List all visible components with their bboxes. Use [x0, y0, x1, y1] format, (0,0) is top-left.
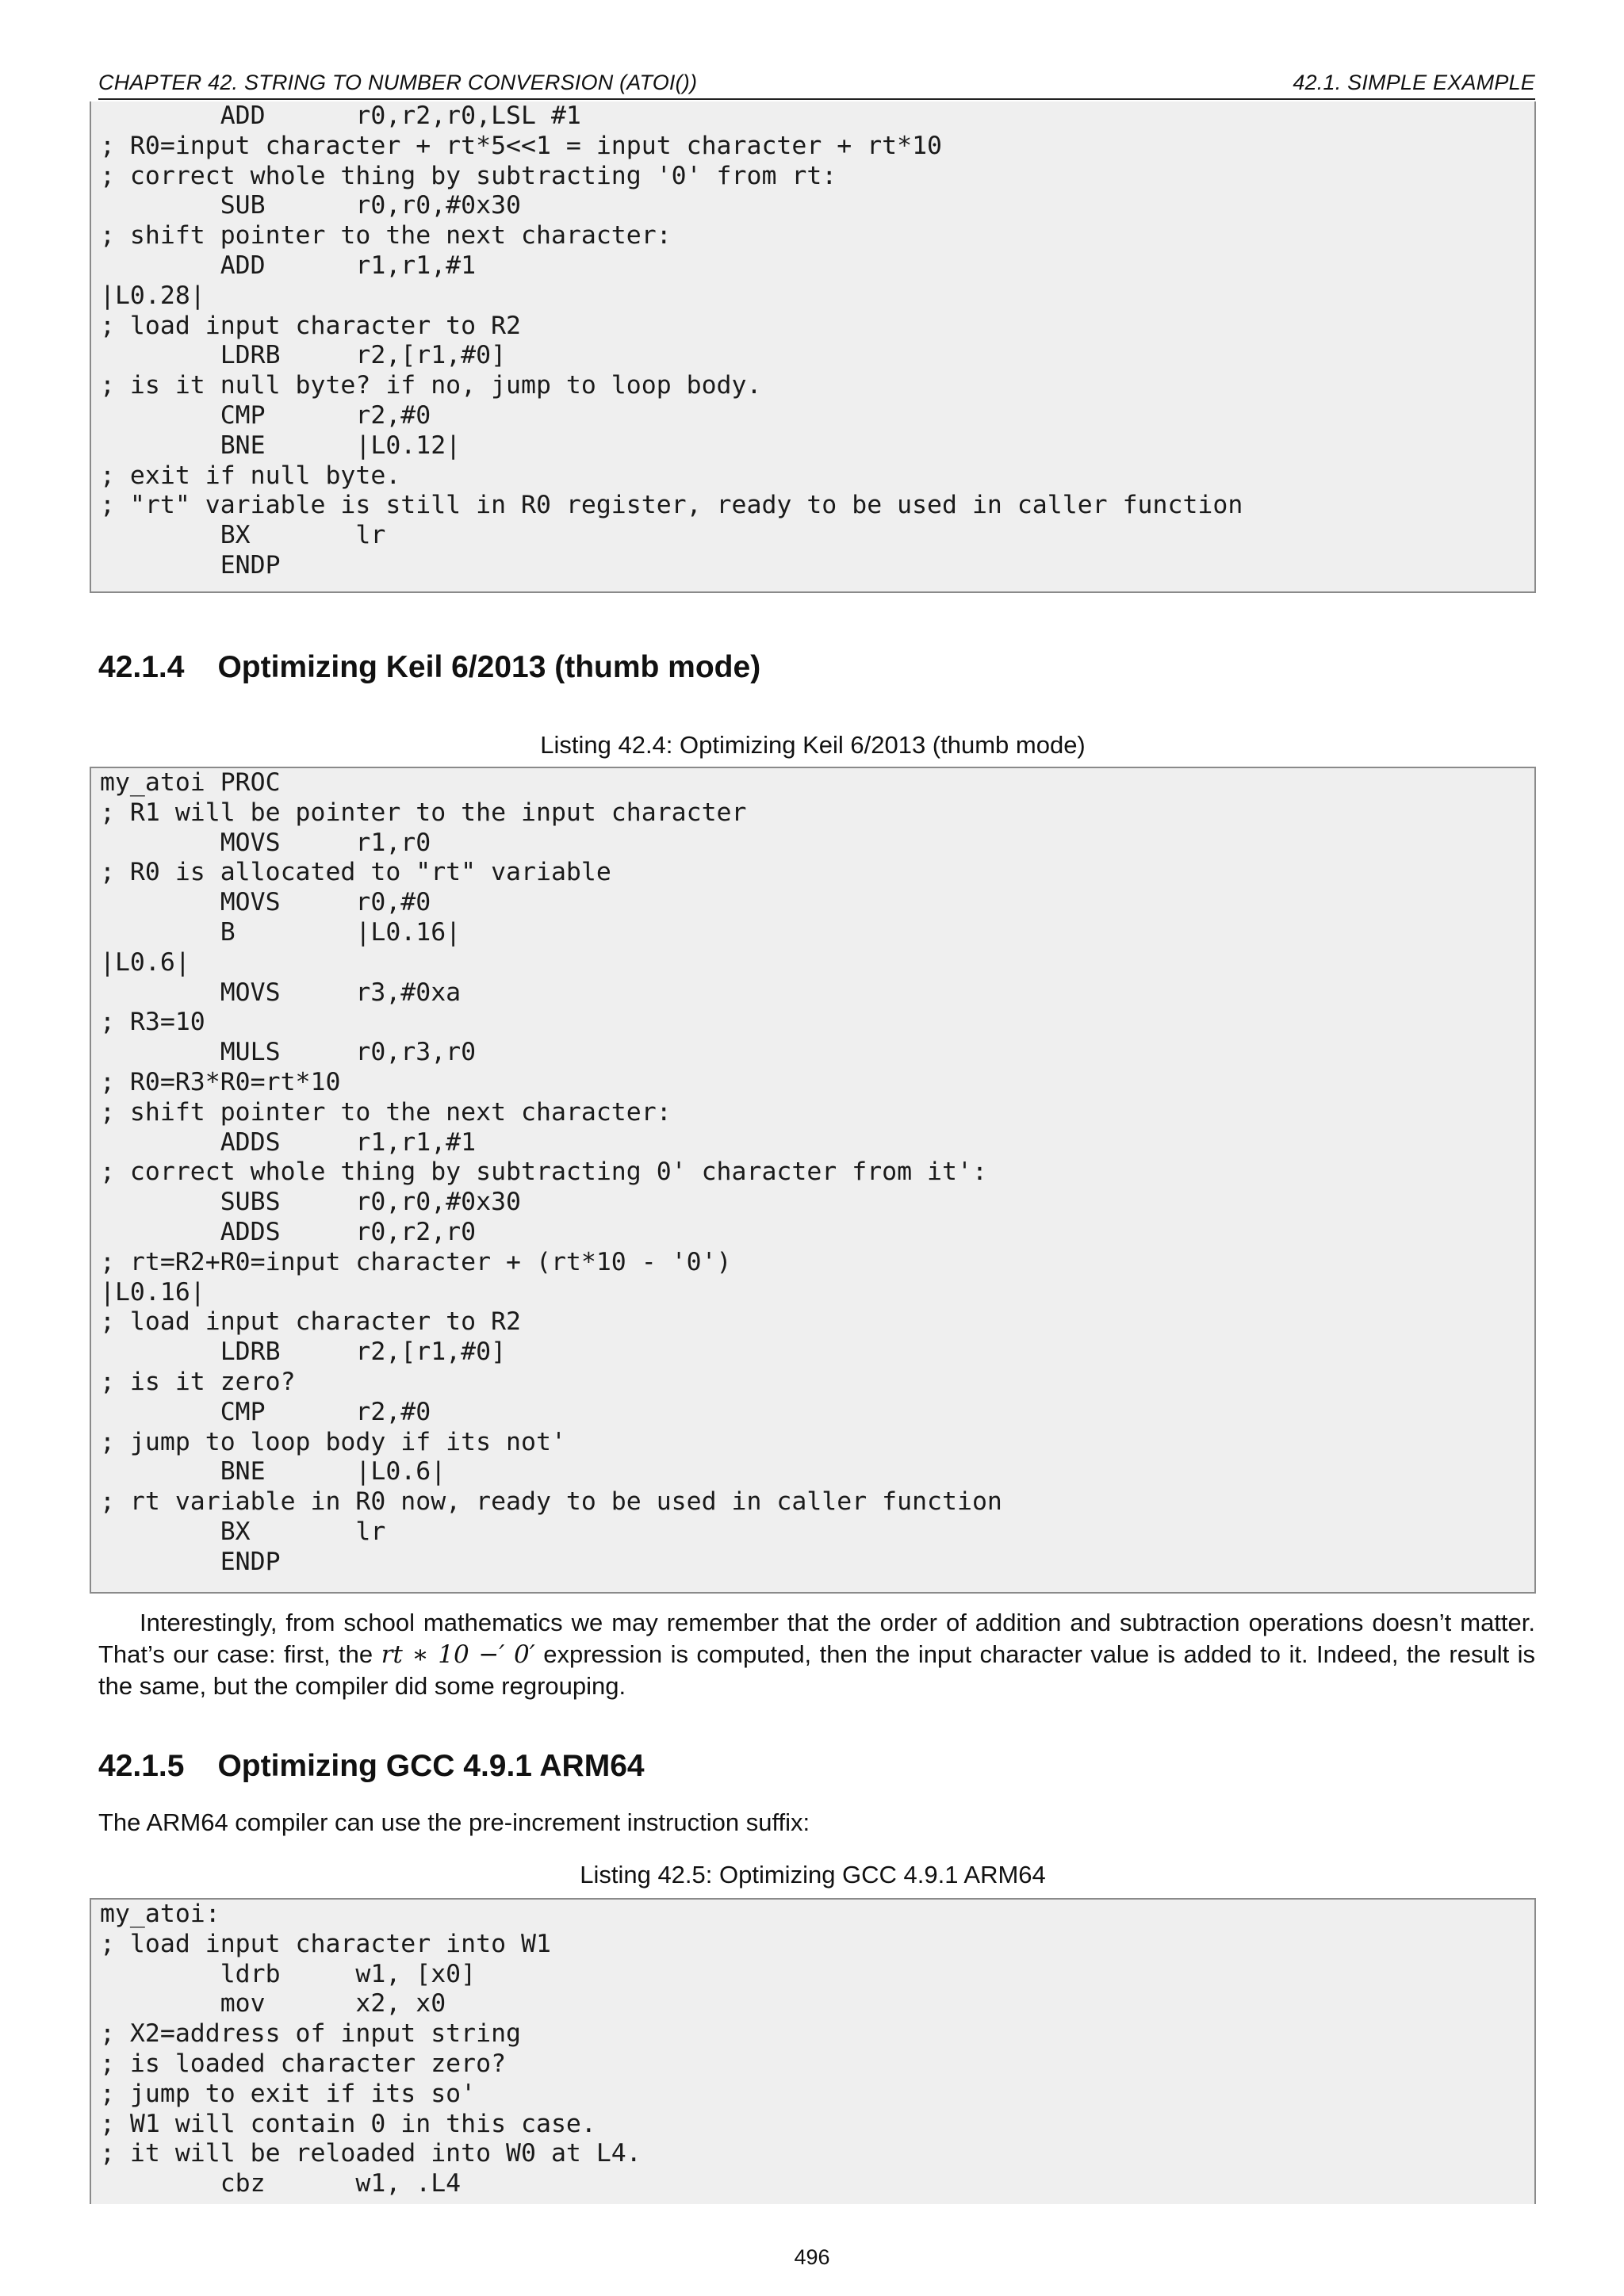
code-line: ; shift pointer to the next character: [100, 1097, 672, 1127]
code-line: ; R3=10 [100, 1008, 205, 1037]
code-line: ; exit if null byte. [100, 461, 401, 490]
paragraph-text: expression is computed, then the input character value is added to it. Indeed, the result is the same, but the compiler did some regrouping. [98, 1640, 1536, 1700]
code-listing-42-5 [90, 1898, 1536, 2204]
section-heading-42-1-4 [98, 650, 760, 685]
code-line: ; W1 will contain 0 in this case. [100, 2109, 596, 2138]
code-line: ; is loaded character zero? [100, 2049, 507, 2078]
page-number: 496 [794, 2245, 830, 2269]
code-line: ; correct whole thing by subtracting '0' from rt: [100, 161, 837, 190]
code-line: ; jump to loop body if its not' [100, 1427, 566, 1456]
code-line: MOVS r1,r0 [100, 828, 431, 857]
code-line: LDRB r2,[r1,#0] [100, 341, 507, 370]
code-line: BNE |L0.6| [100, 1457, 446, 1487]
code-line: ; R0 is allocated to "rt" variable [100, 858, 611, 887]
code-line: MOVS r3,#0xa [100, 978, 462, 1007]
code-line: ; R0=input character + rt*5<<1 = input character + rt*10 [100, 131, 943, 160]
code-line: ; shift pointer to the next character: [100, 221, 672, 251]
listing-caption-42-5: Listing 42.5: Optimizing GCC 4.9.1 ARM64 [580, 1861, 1046, 1888]
running-header [98, 68, 1535, 100]
header-section-title: 42.1. SIMPLE EXAMPLE [1293, 71, 1535, 94]
code-line: LDRB r2,[r1,#0] [100, 1337, 507, 1367]
code-line: CMP r2,#0 [100, 400, 431, 430]
code-line: cbz w1, .L4 [100, 2169, 462, 2198]
code-line: ; load input character into W1 [100, 1929, 551, 1958]
body-paragraph-regrouping [98, 1607, 1535, 1702]
code-line: |L0.28| [100, 281, 205, 310]
code-line: ; is it zero? [100, 1367, 296, 1396]
code-line: |L0.6| [100, 947, 190, 977]
code-line: MOVS r0,#0 [100, 888, 431, 917]
code-line: ENDP [100, 1547, 281, 1576]
code-line: |L0.16| [100, 1277, 205, 1307]
code-line: my_atoi: [100, 1900, 220, 1928]
body-paragraph-arm64: The ARM64 compiler can use the pre-increment instruction suffix: [98, 1808, 810, 1836]
code-line: B |L0.16| [100, 917, 462, 947]
code-line: ENDP [100, 550, 281, 580]
code-line: SUB r0,r0,#0x30 [100, 191, 522, 220]
math-expression: rt ∗ 10 −′ 0′ [381, 1640, 535, 1669]
code-line: ADD r0,r2,r0,LSL #1 [100, 101, 581, 130]
code-line: ; it will be reloaded into W0 at L4. [100, 2139, 642, 2168]
code-line: ; correct whole thing by subtracting 0' character from it': [100, 1158, 987, 1187]
code-line: my_atoi PROC [100, 768, 281, 797]
code-line: ; R1 will be pointer to the input character [100, 798, 747, 827]
section-title: Optimizing Keil 6/2013 (thumb mode) [217, 650, 761, 684]
section-heading-42-1-5 [98, 1749, 645, 1784]
paragraph-text: Interestingly, from school mathematics we may remember that the order of addition and subtraction operations doesn’t matter. That’s our case: first, the [98, 1609, 1535, 1668]
code-line: BX lr [100, 1517, 386, 1546]
header-chapter-title: CHAPTER 42. STRING TO NUMBER CONVERSION (ATOI()) [98, 71, 698, 94]
code-line: ; rt=R2+R0=input character + (rt*10 - '0') [100, 1247, 732, 1276]
code-line: ldrb w1, [x0] [100, 1959, 477, 1988]
code-line: mov x2, x0 [100, 1989, 446, 2019]
code-line: CMP r2,#0 [100, 1397, 431, 1426]
listing-caption-42-4: Listing 42.4: Optimizing Keil 6/2013 (thumb mode) [540, 731, 1086, 759]
code-line: ; load input character to R2 [100, 311, 522, 340]
code-line: BNE |L0.12| [100, 430, 462, 460]
code-line: SUBS r0,r0,#0x30 [100, 1188, 522, 1217]
code-listing-42-4 [90, 767, 1536, 1594]
code-line: ; jump to exit if its so' [100, 2079, 477, 2108]
code-line: ADDS r1,r1,#1 [100, 1127, 477, 1157]
code-line: ; X2=address of input string [100, 2019, 522, 2049]
code-line: ; R0=R3*R0=rt*10 [100, 1067, 341, 1096]
code-line: ; rt variable in R0 now, ready to be used in caller function [100, 1487, 1002, 1517]
code-lines [100, 1900, 1534, 2199]
section-number: 42.1.5 [98, 1749, 185, 1783]
code-line: ADDS r0,r2,r0 [100, 1217, 477, 1246]
code-line: ; "rt" variable is still in R0 register, ready to be used in caller function [100, 491, 1243, 520]
code-line: BX lr [100, 521, 386, 550]
code-listing-continued [90, 101, 1536, 593]
code-lines [100, 768, 1534, 1578]
code-line: ; load input character to R2 [100, 1307, 522, 1337]
section-number: 42.1.4 [98, 650, 185, 684]
code-lines [100, 101, 1534, 581]
section-title: Optimizing GCC 4.9.1 ARM64 [217, 1749, 645, 1783]
code-line: ; is it null byte? if no, jump to loop body. [100, 371, 762, 400]
code-line: MULS r0,r3,r0 [100, 1038, 477, 1067]
code-line: ADD r1,r1,#1 [100, 251, 477, 280]
